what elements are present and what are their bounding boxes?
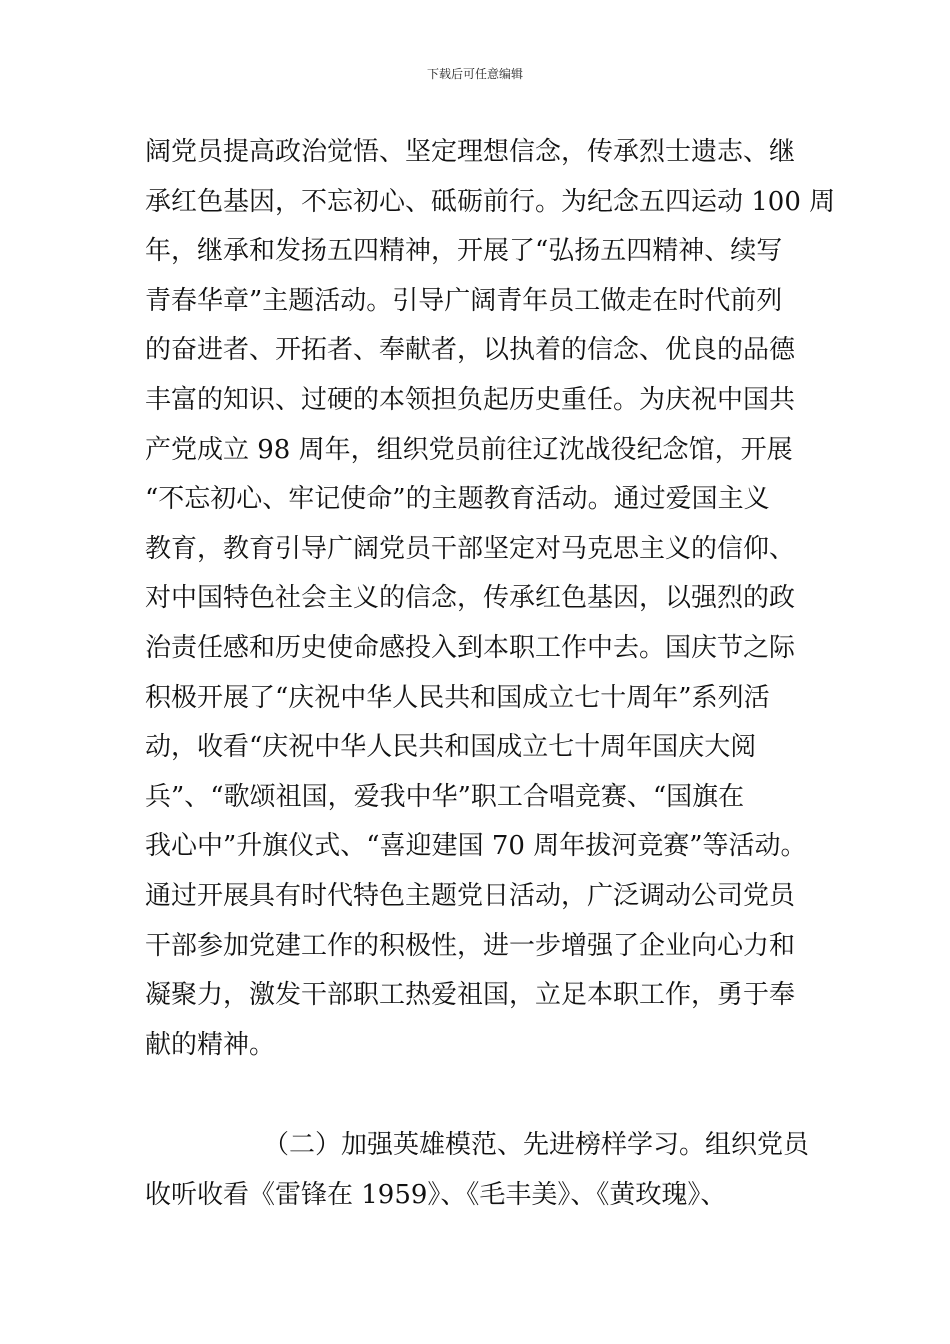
text-line: 承红色基因，不忘初心、砥砺前行。为纪念五四运动 100 周 (145, 186, 836, 217)
text-line: 通过开展具有时代特色主题党日活动，广泛调动公司党员 (145, 880, 796, 911)
text-line: 治责任感和历史使命感投入到本职工作中去。国庆节之际 (145, 632, 796, 663)
text-line: 积极开展了“庆祝中华人民共和国成立七十周年”系列活 (145, 682, 770, 713)
text-line: 教育，教育引导广阔党员干部坚定对马克思主义的信仰、 (145, 533, 796, 564)
section-heading-line: （二）加强英雄模范、先进榜样学习。组织党员 (263, 1130, 810, 1160)
text-line: 阔党员提高政治觉悟、坚定理想信念，传承烈士遗志、继 (145, 137, 796, 167)
text-line: 干部参加党建工作的积极性，进一步增强了企业向心力和 (145, 930, 796, 961)
text-line: 丰富的知识、过硬的本领担负起历史重任。为庆祝中国共 (145, 384, 796, 415)
text-line: 对中国特色社会主义的信念，传承红色基因，以强烈的政 (145, 583, 796, 614)
text-line: 动，收看“庆祝中华人民共和国成立七十周年国庆大阅 (145, 732, 757, 763)
paragraph-hero-study (145, 1121, 825, 1220)
paragraph-activities (145, 128, 836, 1070)
text-line: 青春华章”主题活动。引导广阔青年员工做走在时代前列 (145, 285, 783, 316)
text-line: “不忘初心、牢记使命”的主题教育活动。通过爱国主义 (145, 484, 770, 515)
text-line: 收听收看《雷锋在 1959》、《毛丰美》、《黄玫瑰》、 (145, 1179, 727, 1210)
text-line: 凝聚力，激发干部职工热爱祖国，立足本职工作，勇于奉 (145, 980, 796, 1011)
page-header: 下载后可任意编辑 (426, 67, 523, 81)
text-line: 的奋进者、开拓者、奉献者，以执着的信念、优良的品德 (145, 335, 796, 366)
text-line: 年，继承和发扬五四精神，开展了“弘扬五四精神、续写 (145, 236, 783, 267)
text-line: 兵”、“歌颂祖国，爱我中华”职工合唱竞赛、“国旗在 (145, 781, 745, 812)
text-line: 产党成立 98 周年，组织党员前往辽沈战役纪念馆，开展 (145, 434, 793, 465)
text-line: 献的精神。 (145, 1029, 276, 1060)
text-line: 我心中”升旗仪式、“喜迎建国 70 周年拔河竞赛”等活动。 (145, 831, 807, 862)
